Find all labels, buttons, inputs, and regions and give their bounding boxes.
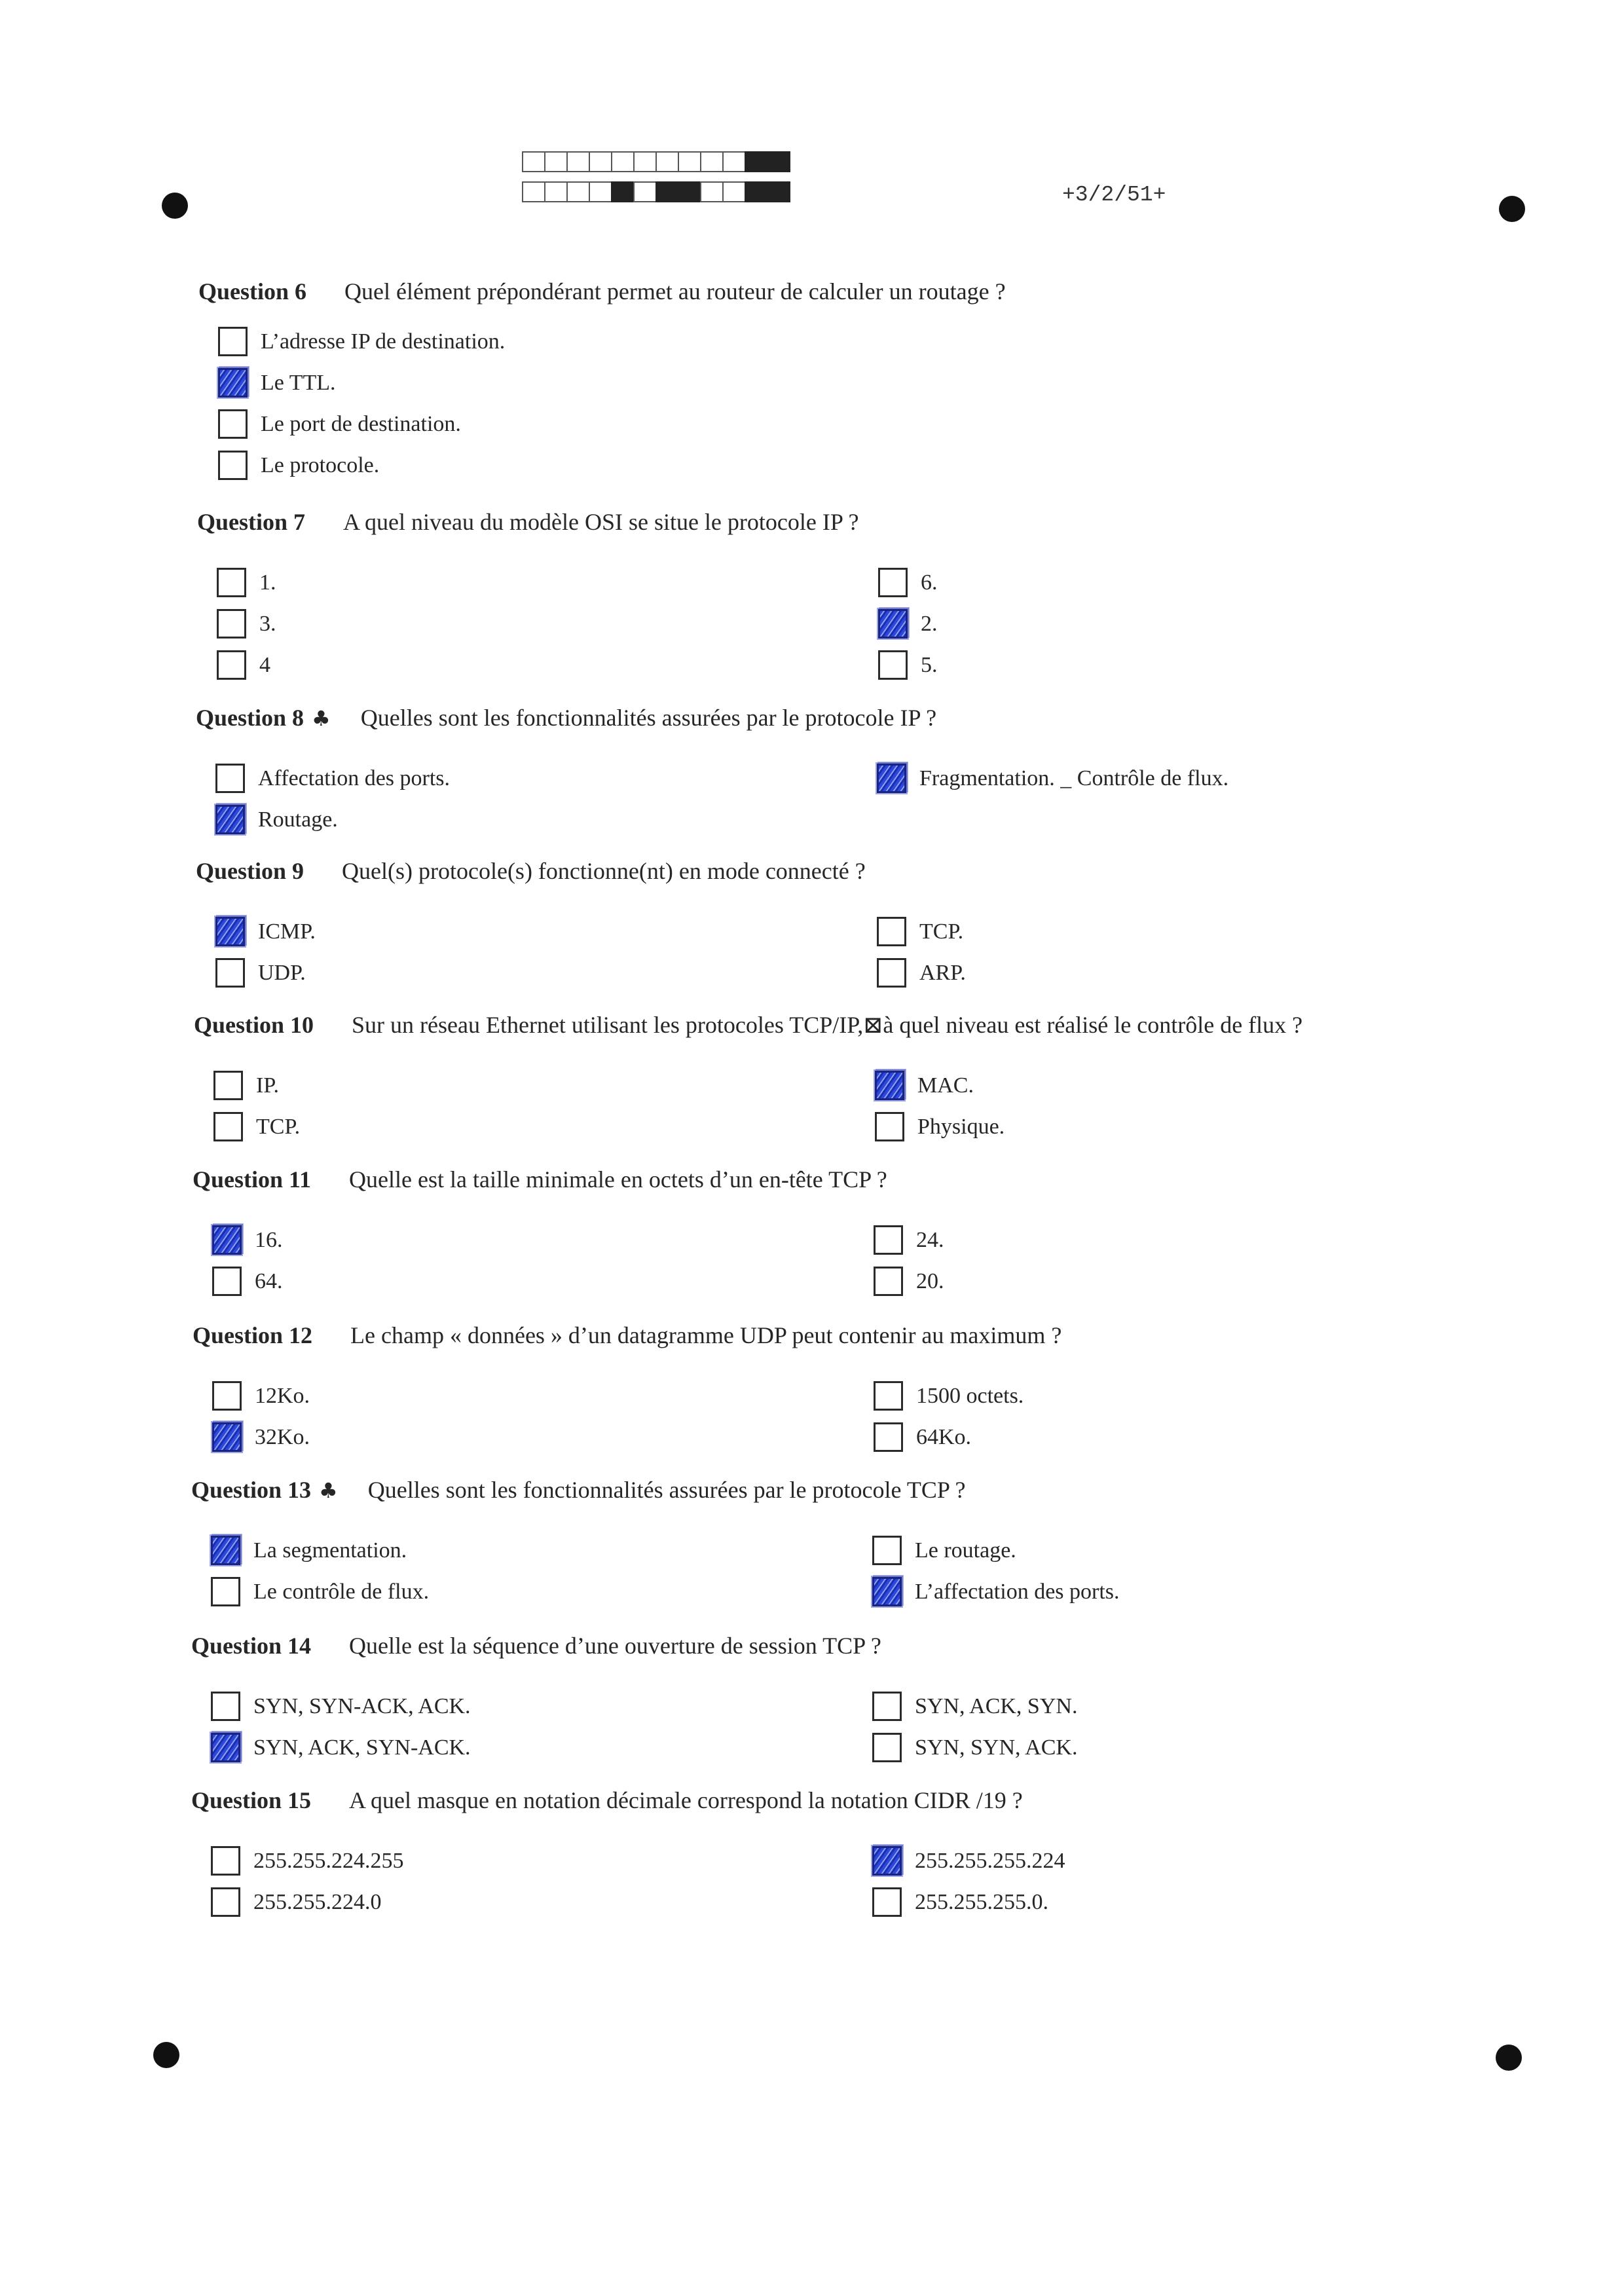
answers-left xyxy=(211,1686,471,1768)
answer-label: 64Ko. xyxy=(916,1424,972,1449)
answer-label: TCP. xyxy=(256,1114,301,1139)
answer-checkbox[interactable] xyxy=(218,451,248,480)
answer-checkbox[interactable] xyxy=(877,958,906,988)
code-cell xyxy=(767,151,790,172)
question-number: Question 10 xyxy=(194,1012,314,1038)
question-number: Question 15 xyxy=(191,1787,312,1813)
answer-label: Routage. xyxy=(258,807,338,832)
code-cell xyxy=(589,181,612,202)
answers-right xyxy=(874,1219,944,1302)
answers-right xyxy=(872,1840,1065,1923)
registration-mark-bottom-right xyxy=(1496,2045,1522,2071)
answer-label: 255.255.224.0 xyxy=(253,1889,382,1914)
answer-option[interactable] xyxy=(215,911,316,952)
code-cell xyxy=(655,151,679,172)
answer-label: L’affectation des ports. xyxy=(915,1579,1120,1604)
code-cell xyxy=(522,151,545,172)
answer-label: La segmentation. xyxy=(253,1538,407,1563)
question-text: Sur un réseau Ethernet utilisant les protocoles TCP/IP,⊠à quel niveau est réalisé le contrôle de flux ? xyxy=(352,1012,1303,1038)
answer-label: SYN, ACK, SYN. xyxy=(915,1694,1078,1718)
answers-right xyxy=(878,562,938,686)
answer-option[interactable] xyxy=(215,799,450,840)
answer-option[interactable] xyxy=(872,1686,1077,1727)
answer-option[interactable] xyxy=(213,1065,300,1106)
answers-right xyxy=(877,758,1228,799)
code-cell xyxy=(544,181,568,202)
answer-label: SYN, SYN-ACK, ACK. xyxy=(253,1694,471,1718)
question-header xyxy=(194,1009,1302,1041)
answer-option[interactable] xyxy=(218,403,505,445)
question-text: Quelle est la taille minimale en octets d’un en-tête TCP ? xyxy=(349,1166,887,1193)
question-text: Le champ « données » d’un datagramme UDP peut contenir au maximum ? xyxy=(350,1322,1062,1348)
code-cell xyxy=(767,181,790,202)
answer-option[interactable] xyxy=(217,644,276,686)
answer-option[interactable] xyxy=(872,1571,1120,1612)
answer-label: 64. xyxy=(255,1268,283,1293)
answer-label: TCP. xyxy=(919,919,964,944)
code-cell xyxy=(700,151,724,172)
answer-label: 1. xyxy=(259,570,276,595)
answer-option[interactable] xyxy=(878,644,938,686)
answers-left xyxy=(215,758,450,840)
club-icon: ♣ xyxy=(319,1478,338,1503)
question-header xyxy=(191,1784,1023,1817)
answer-checkbox[interactable] xyxy=(872,1846,902,1876)
answer-label: Le TTL. xyxy=(261,370,336,395)
question-number: Question 7 xyxy=(197,509,306,535)
question-header xyxy=(196,701,936,734)
answer-label: 255.255.255.0. xyxy=(915,1889,1048,1914)
answer-checkbox[interactable] xyxy=(211,1733,240,1762)
answer-label: 5. xyxy=(921,652,938,677)
answer-label: Le routage. xyxy=(915,1538,1016,1563)
answer-checkbox[interactable] xyxy=(211,1692,240,1721)
answer-option[interactable] xyxy=(877,758,1228,799)
question-header xyxy=(198,275,1006,308)
code-cell xyxy=(700,181,724,202)
answers-right xyxy=(875,1065,1005,1147)
answer-label: Affectation des ports. xyxy=(258,766,451,790)
answer-option[interactable] xyxy=(872,1840,1065,1881)
club-icon: ♣ xyxy=(312,706,331,731)
registration-mark-top-right xyxy=(1499,196,1525,222)
answer-option[interactable] xyxy=(218,321,505,362)
code-cell xyxy=(633,151,657,172)
answer-option[interactable] xyxy=(218,445,505,486)
code-cell xyxy=(655,181,679,202)
answer-checkbox[interactable] xyxy=(215,958,245,988)
code-cell xyxy=(745,151,768,172)
question-header xyxy=(191,1629,881,1662)
answer-option[interactable] xyxy=(874,1219,944,1261)
question-header xyxy=(191,1473,966,1506)
answer-checkbox[interactable] xyxy=(212,1225,242,1255)
code-cell xyxy=(522,181,545,202)
answer-label: 3. xyxy=(259,611,276,636)
answers-right xyxy=(874,1375,1024,1458)
answer-label: Fragmentation. _ Contrôle de flux. xyxy=(919,766,1229,790)
answer-label: 12Ko. xyxy=(255,1383,310,1408)
answer-checkbox[interactable] xyxy=(211,1577,240,1606)
answers-left xyxy=(215,911,316,993)
answer-option[interactable] xyxy=(878,562,938,603)
code-cell xyxy=(722,181,746,202)
answer-label: 255.255.224.255 xyxy=(253,1848,404,1873)
answer-label: 1500 octets. xyxy=(916,1383,1024,1408)
page-code-row xyxy=(522,181,790,202)
answers-left xyxy=(211,1840,404,1923)
answer-checkbox[interactable] xyxy=(218,368,248,398)
question-number: Question 13 xyxy=(191,1477,312,1503)
answer-label: IP. xyxy=(256,1073,279,1098)
answer-checkbox[interactable] xyxy=(213,1112,243,1141)
answers-right xyxy=(877,911,966,993)
answer-option[interactable] xyxy=(211,1571,429,1612)
answer-checkbox[interactable] xyxy=(877,764,906,793)
question-text: A quel niveau du modèle OSI se situe le protocole IP ? xyxy=(343,509,859,535)
answer-option[interactable] xyxy=(212,1219,283,1261)
answer-checkbox[interactable] xyxy=(874,1381,903,1411)
question-number: Question 6 xyxy=(198,278,307,305)
code-cell xyxy=(633,181,657,202)
answer-option[interactable] xyxy=(211,1686,471,1727)
answer-option[interactable] xyxy=(877,911,966,952)
registration-mark-top-left xyxy=(162,193,188,219)
question-text: A quel masque en notation décimale correspond la notation CIDR /19 ? xyxy=(349,1787,1023,1813)
answer-option[interactable] xyxy=(874,1416,1024,1458)
answer-checkbox[interactable] xyxy=(872,1733,902,1762)
answer-label: 4 xyxy=(259,652,270,677)
answer-option[interactable] xyxy=(872,1727,1077,1768)
question-header xyxy=(197,506,859,538)
answer-label: ARP. xyxy=(919,960,966,985)
answer-option[interactable] xyxy=(211,1881,404,1923)
registration-mark-bottom-left xyxy=(153,2042,179,2068)
code-cell xyxy=(745,181,768,202)
answer-checkbox[interactable] xyxy=(874,1422,903,1452)
answer-label: 16. xyxy=(255,1227,283,1252)
page-code-row xyxy=(522,151,790,172)
answer-checkbox[interactable] xyxy=(217,650,246,680)
question-text: Quelle est la séquence d’une ouverture de session TCP ? xyxy=(349,1633,881,1659)
answer-label: Le protocole. xyxy=(261,453,380,477)
answer-option[interactable] xyxy=(874,1261,944,1302)
question-text: Quel(s) protocole(s) fonctionne(nt) en mode connecté ? xyxy=(342,858,866,884)
answer-checkbox[interactable] xyxy=(212,1267,242,1296)
answer-option[interactable] xyxy=(217,603,276,644)
answer-checkbox[interactable] xyxy=(872,1577,902,1606)
answer-checkbox[interactable] xyxy=(872,1536,902,1565)
code-cell xyxy=(566,151,590,172)
page-id: +3/2/51+ xyxy=(1062,183,1166,207)
answer-option[interactable] xyxy=(212,1375,310,1416)
question-number: Question 12 xyxy=(193,1322,313,1348)
answer-label: SYN, SYN, ACK. xyxy=(915,1735,1078,1760)
answer-label: 24. xyxy=(916,1227,944,1252)
answer-option[interactable] xyxy=(872,1530,1120,1571)
question-number: Question 9 xyxy=(196,858,304,884)
answer-option[interactable] xyxy=(877,952,966,993)
answer-option[interactable] xyxy=(215,758,450,799)
answer-checkbox[interactable] xyxy=(872,1692,902,1721)
answer-option[interactable] xyxy=(218,362,505,403)
answer-label: L’adresse IP de destination. xyxy=(261,329,506,354)
question-header xyxy=(193,1163,887,1196)
answer-checkbox[interactable] xyxy=(212,1381,242,1411)
question-header xyxy=(196,855,866,887)
answer-option[interactable] xyxy=(878,603,938,644)
answers-left xyxy=(212,1219,283,1302)
answer-option[interactable] xyxy=(211,1840,404,1881)
answers-left xyxy=(211,1530,429,1612)
answer-option[interactable] xyxy=(211,1530,429,1571)
answer-label: 6. xyxy=(921,570,938,595)
answer-checkbox[interactable] xyxy=(211,1887,240,1917)
answers-left xyxy=(213,1065,300,1147)
answer-option[interactable] xyxy=(212,1416,310,1458)
answer-checkbox[interactable] xyxy=(874,1225,903,1255)
answer-option[interactable] xyxy=(211,1727,471,1768)
answer-checkbox[interactable] xyxy=(211,1536,240,1565)
answer-option[interactable] xyxy=(874,1375,1024,1416)
answer-label: Physique. xyxy=(917,1114,1005,1139)
code-cell xyxy=(611,151,635,172)
answer-option[interactable] xyxy=(215,952,316,993)
answer-checkbox[interactable] xyxy=(218,409,248,439)
answer-checkbox[interactable] xyxy=(212,1422,242,1452)
answer-option[interactable] xyxy=(875,1106,1005,1147)
question-number: Question 11 xyxy=(193,1166,312,1193)
answer-checkbox[interactable] xyxy=(878,609,908,639)
question-text: Quel élément prépondérant permet au routeur de calculer un routage ? xyxy=(344,278,1006,305)
answer-label: 32Ko. xyxy=(255,1424,310,1449)
answers-left xyxy=(212,1375,310,1458)
answer-checkbox[interactable] xyxy=(215,805,245,834)
code-cell xyxy=(678,151,701,172)
answer-checkbox[interactable] xyxy=(872,1887,902,1917)
question-text: Quelles sont les fonctionnalités assurées par le protocole IP ? xyxy=(360,705,937,731)
answer-label: UDP. xyxy=(258,960,306,985)
answer-checkbox[interactable] xyxy=(215,917,245,946)
answer-label: ICMP. xyxy=(258,919,316,944)
question-number: Question 14 xyxy=(191,1633,312,1659)
answer-checkbox[interactable] xyxy=(215,764,245,793)
answer-checkbox[interactable] xyxy=(877,917,906,946)
code-cell xyxy=(589,151,612,172)
answer-option[interactable] xyxy=(213,1106,300,1147)
answer-checkbox[interactable] xyxy=(874,1267,903,1296)
answer-checkbox[interactable] xyxy=(878,568,908,597)
code-cell xyxy=(678,181,701,202)
answer-label: 20. xyxy=(916,1268,944,1293)
answer-checkbox[interactable] xyxy=(218,327,248,356)
answer-option[interactable] xyxy=(875,1065,1005,1106)
answer-checkbox[interactable] xyxy=(875,1071,904,1100)
code-cell xyxy=(722,151,746,172)
code-cell xyxy=(566,181,590,202)
answers-right xyxy=(872,1686,1077,1768)
answer-label: Le contrôle de flux. xyxy=(253,1579,430,1604)
answer-label: Le port de destination. xyxy=(261,411,461,436)
answers-left xyxy=(217,562,276,686)
question-number: Question 8 xyxy=(196,705,304,731)
question-text: Quelles sont les fonctionnalités assurées par le protocole TCP ? xyxy=(367,1477,966,1503)
answer-label: 2. xyxy=(921,611,938,636)
question-header xyxy=(193,1319,1061,1352)
answer-label: 255.255.255.224 xyxy=(915,1848,1065,1873)
answer-option[interactable] xyxy=(212,1261,283,1302)
answer-checkbox[interactable] xyxy=(875,1112,904,1141)
answer-label: MAC. xyxy=(917,1073,974,1098)
answer-checkbox[interactable] xyxy=(878,650,908,680)
code-cell xyxy=(544,151,568,172)
answer-checkbox[interactable] xyxy=(213,1071,243,1100)
answers-right xyxy=(872,1530,1120,1612)
answer-checkbox[interactable] xyxy=(211,1846,240,1876)
answer-option[interactable] xyxy=(217,562,276,603)
answer-option[interactable] xyxy=(872,1881,1065,1923)
answer-checkbox[interactable] xyxy=(217,609,246,639)
answer-label: SYN, ACK, SYN-ACK. xyxy=(253,1735,471,1760)
answers-left xyxy=(218,321,505,486)
answer-checkbox[interactable] xyxy=(217,568,246,597)
code-cell xyxy=(611,181,635,202)
